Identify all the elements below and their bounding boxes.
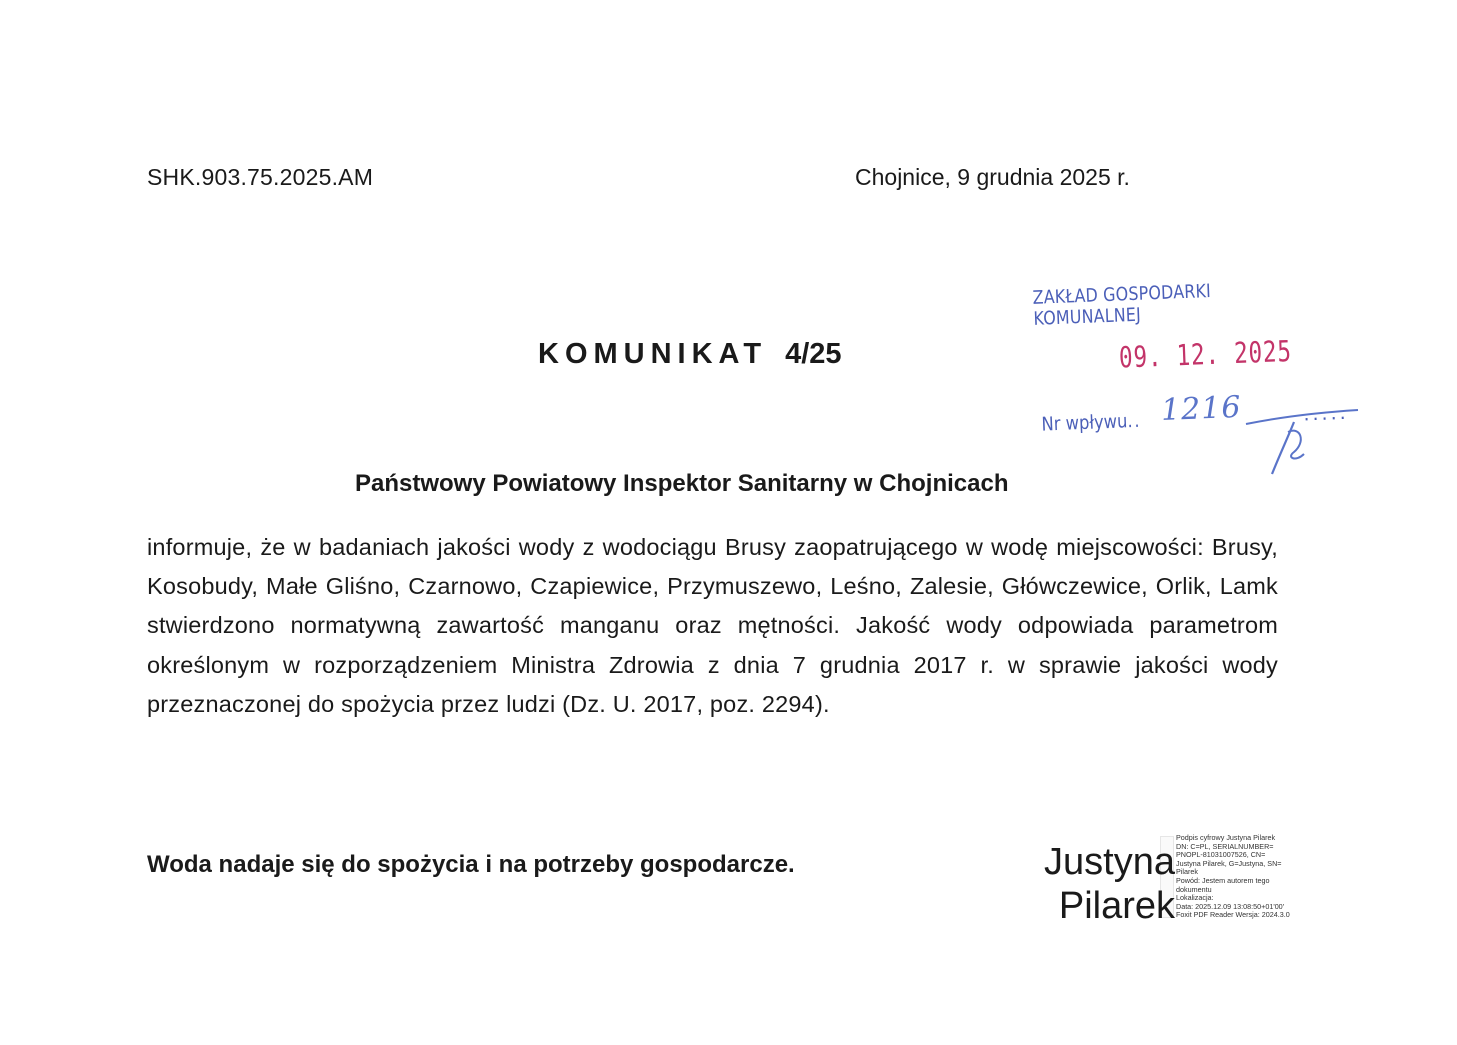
signature-detail-line: Justyna Pilarek, G=Justyna, SN=	[1176, 858, 1282, 868]
handwritten-initial-scribble	[1176, 382, 1366, 482]
signature-detail-line: Lokalizacja:	[1176, 893, 1214, 903]
place-and-date: Chojnice, 9 grudnia 2025 r.	[855, 164, 1130, 190]
signature-detail-line: PNOPL-81031007526, CN=	[1176, 850, 1266, 860]
signature-detail-line: Powód: Jestem autorem tego	[1176, 875, 1270, 885]
stamp-entry-label-text: Nr wpływu	[1041, 410, 1128, 436]
title-word: KOMUNIKAT	[538, 338, 768, 370]
signer-last-name: Pilarek	[1058, 885, 1175, 927]
issuer-heading: Państwowy Powiatowy Inspektor Sanitarny w Chojnicach	[355, 470, 1009, 497]
document-reference-number: SHK.903.75.2025.AM	[147, 164, 374, 190]
title-number: 4/25	[785, 338, 842, 370]
conclusion-statement: Woda nadaje się do spożycia i na potrzeby gospodarcze.	[147, 851, 795, 878]
stamp-received-date: 09. 12. 2025	[1118, 333, 1293, 375]
signature-detail-line: Podpis cyfrowy Justyna Pilarek	[1176, 833, 1276, 842]
digital-signature-details	[1176, 834, 1326, 920]
signature-detail-line: Pilarek	[1176, 867, 1198, 877]
signature-detail-line: Data: 2025.12.09 13:08:50+01'00'	[1176, 901, 1285, 911]
stamp-organization: ZAKŁAD GOSPODARKI KOMUNALNEJ	[1032, 280, 1212, 330]
signature-detail-line: DN: C=PL, SERIALNUMBER=	[1176, 841, 1274, 851]
signer-name	[1035, 840, 1175, 928]
page-title	[538, 338, 842, 371]
stamp-entry-label: Nr wpływu..	[1041, 409, 1142, 436]
stamp-dotted-line: .....	[1302, 401, 1349, 426]
signer-first-name: Justyna	[1044, 841, 1175, 883]
signature-detail-line: dokumentu	[1176, 884, 1212, 894]
stamp-entry-number-handwritten: 1216	[1160, 389, 1243, 428]
announcement-body: informuje, że w badaniach jakości wody z wodociągu Brusy zaopatrującego w wodę miejscowości: Brusy, Kosobudy, Małe Gliśno, Czarnowo, Czapiewice, Przymuszewo, Leśno, Zalesie, Główczewice, Orlik, Lamk stwierdzono normatywną zawartość manganu oraz mętności. Jakość wody odpowiada parametrom określonym w rozporządzeniem Ministra Zdrowia z dnia 7 grudnia 2017 r. w sprawie jakości wody przeznaczonej do spożycia przez ludzi (Dz. U. 2017, poz. 2294).	[147, 534, 1278, 717]
signature-detail-line: Foxit PDF Reader Wersja: 2024.3.0	[1176, 910, 1290, 920]
